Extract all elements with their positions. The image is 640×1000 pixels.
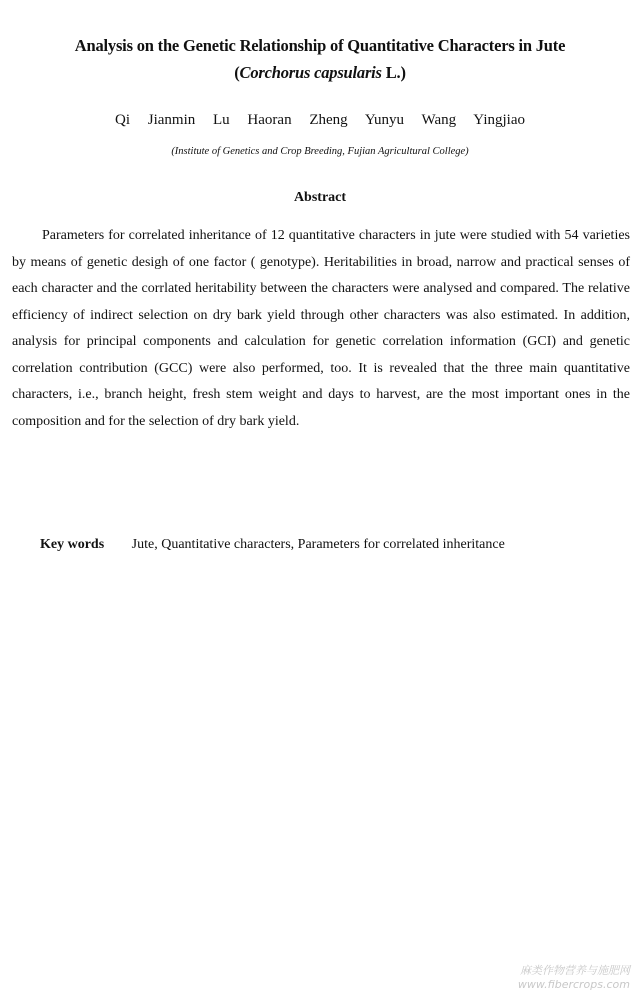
abstract-body	[12, 223, 630, 435]
title-latin-tail: L.	[385, 63, 401, 82]
abstract-paragraph: Parameters for correlated inheritance of 12 quantitative characters in jute were studied with 54 varieties by means of genetic desigh of one factor ( genotype). Heritabilities in broad, narrow and practical senses of each character and the corrlated heritability between the characters were analysed and compared. The relative efficiency of indirect selection on dry bark yield through other characters was also estimated. In addition, analysis for principal components and calculation for genetic correlation information (GCI) and genetic correlation contribution (GCC) were also performed, too. It is revealed that the three main quantitative characters, i.e., branch height, fresh stem weight and days to harvest, are the most important ones in the composition and for the selection of dry bark yield.	[12, 228, 630, 429]
abstract-heading: Abstract	[293, 190, 347, 205]
title-latin-name: Corchorus capsularis	[239, 63, 382, 82]
author-name: Qi Jianmin	[115, 112, 196, 128]
keywords-text: Jute, Quantitative characters, Parameters for correlated inheritance	[131, 537, 505, 552]
watermark-line-2: www.fibercrops.com	[517, 978, 630, 991]
author-name: Wang Yingjiao	[421, 112, 525, 128]
keywords-line	[40, 537, 640, 553]
author-list	[0, 112, 640, 129]
author-affiliation: (Institute of Genetics and Crop Breeding, Fujian Agricultural College)	[171, 146, 469, 157]
title-main: Analysis on the Genetic Relationship of Quantitative Characters in Jute	[74, 36, 566, 55]
watermark-line-1: 麻类作物营养与施肥网	[520, 964, 630, 977]
author-name: Lu Haoran	[213, 112, 292, 128]
author-name: Zheng Yunyu	[309, 112, 405, 128]
keywords-label: Key words	[40, 537, 105, 552]
paper-title: Analysis on the Genetic Relationship of Quantitative Characters in Jute (Corchorus capsularis L.)	[74, 36, 566, 82]
site-watermark	[518, 964, 630, 992]
